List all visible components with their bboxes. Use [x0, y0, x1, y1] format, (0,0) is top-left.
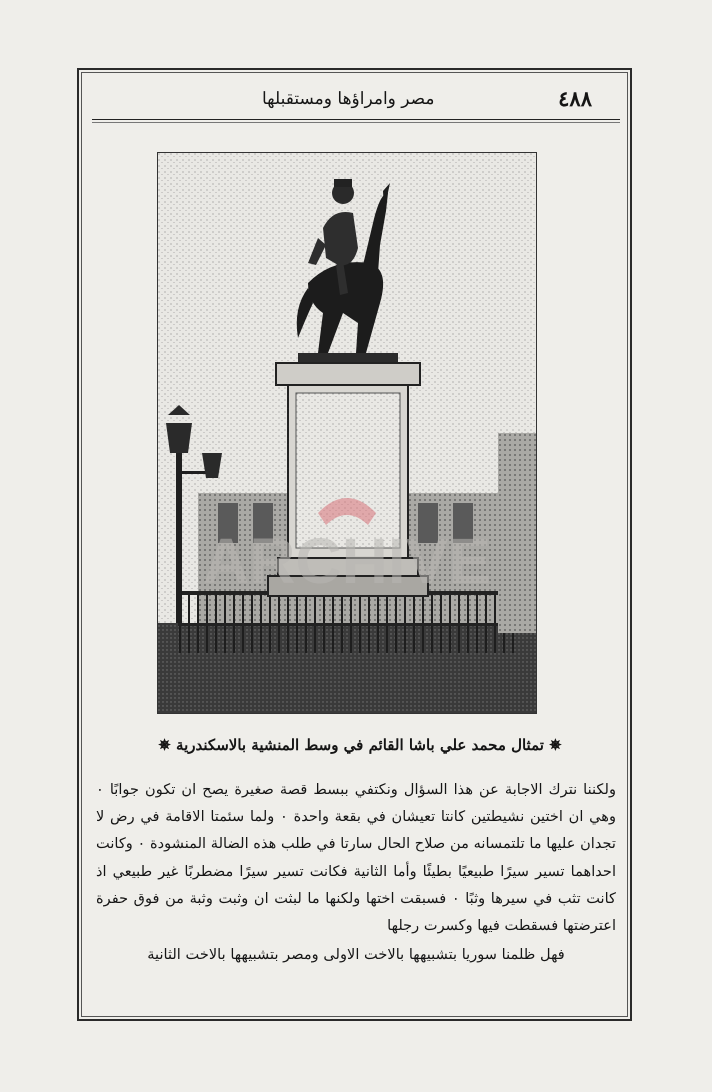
archive-watermark: ARCHIVE — [202, 525, 492, 597]
header-rule — [92, 119, 620, 120]
body-text — [96, 776, 616, 968]
running-title: مصر وامراؤها ومستقبلها — [262, 89, 435, 109]
closing-line: فهل ظلمنا سوريا بتشبيهها بالاخت الاولى ومصر بتشبيهها بالاخت الثانية — [147, 946, 565, 964]
header-rule-thin — [92, 122, 620, 123]
statue-engraving — [158, 153, 536, 713]
figure-caption: ✵ تمثال محمد علي باشا القائم في وسط المنشية بالاسكندرية ✵ — [158, 736, 562, 754]
statue-illustration — [157, 152, 537, 714]
page-number: ٤٨٨ — [558, 86, 592, 111]
page-header — [92, 86, 620, 112]
main-paragraph: ولكننا نترك الاجابة عن هذا السؤال ونكتفي ببسط قصة صغيرة يصح ان تكون جوابًا ٠ وهي ان اختين نشيطتين كانتا تعيشان في بقعة واحدة ٠ ولما سئمتا الاقامة في رض لا تجدان عليها ما تلتمسانه من صلاح الحال سارتا في طلب هذه الضالة المنشودة ٠ وكانت احداهما تسير سيرًا طبيعيًا بطيئًا وأما الثانية فكانت تسير سيرًا مضطربًا غير طبيعي اذ كانت تثب في سيرها وثبًا ٠ فسبقت اختها ولكنها ما لبثت ان وثبت وثبة من فوق حفرة اعترضتها فسقطت فيها وكسرت رجلها — [96, 781, 617, 935]
